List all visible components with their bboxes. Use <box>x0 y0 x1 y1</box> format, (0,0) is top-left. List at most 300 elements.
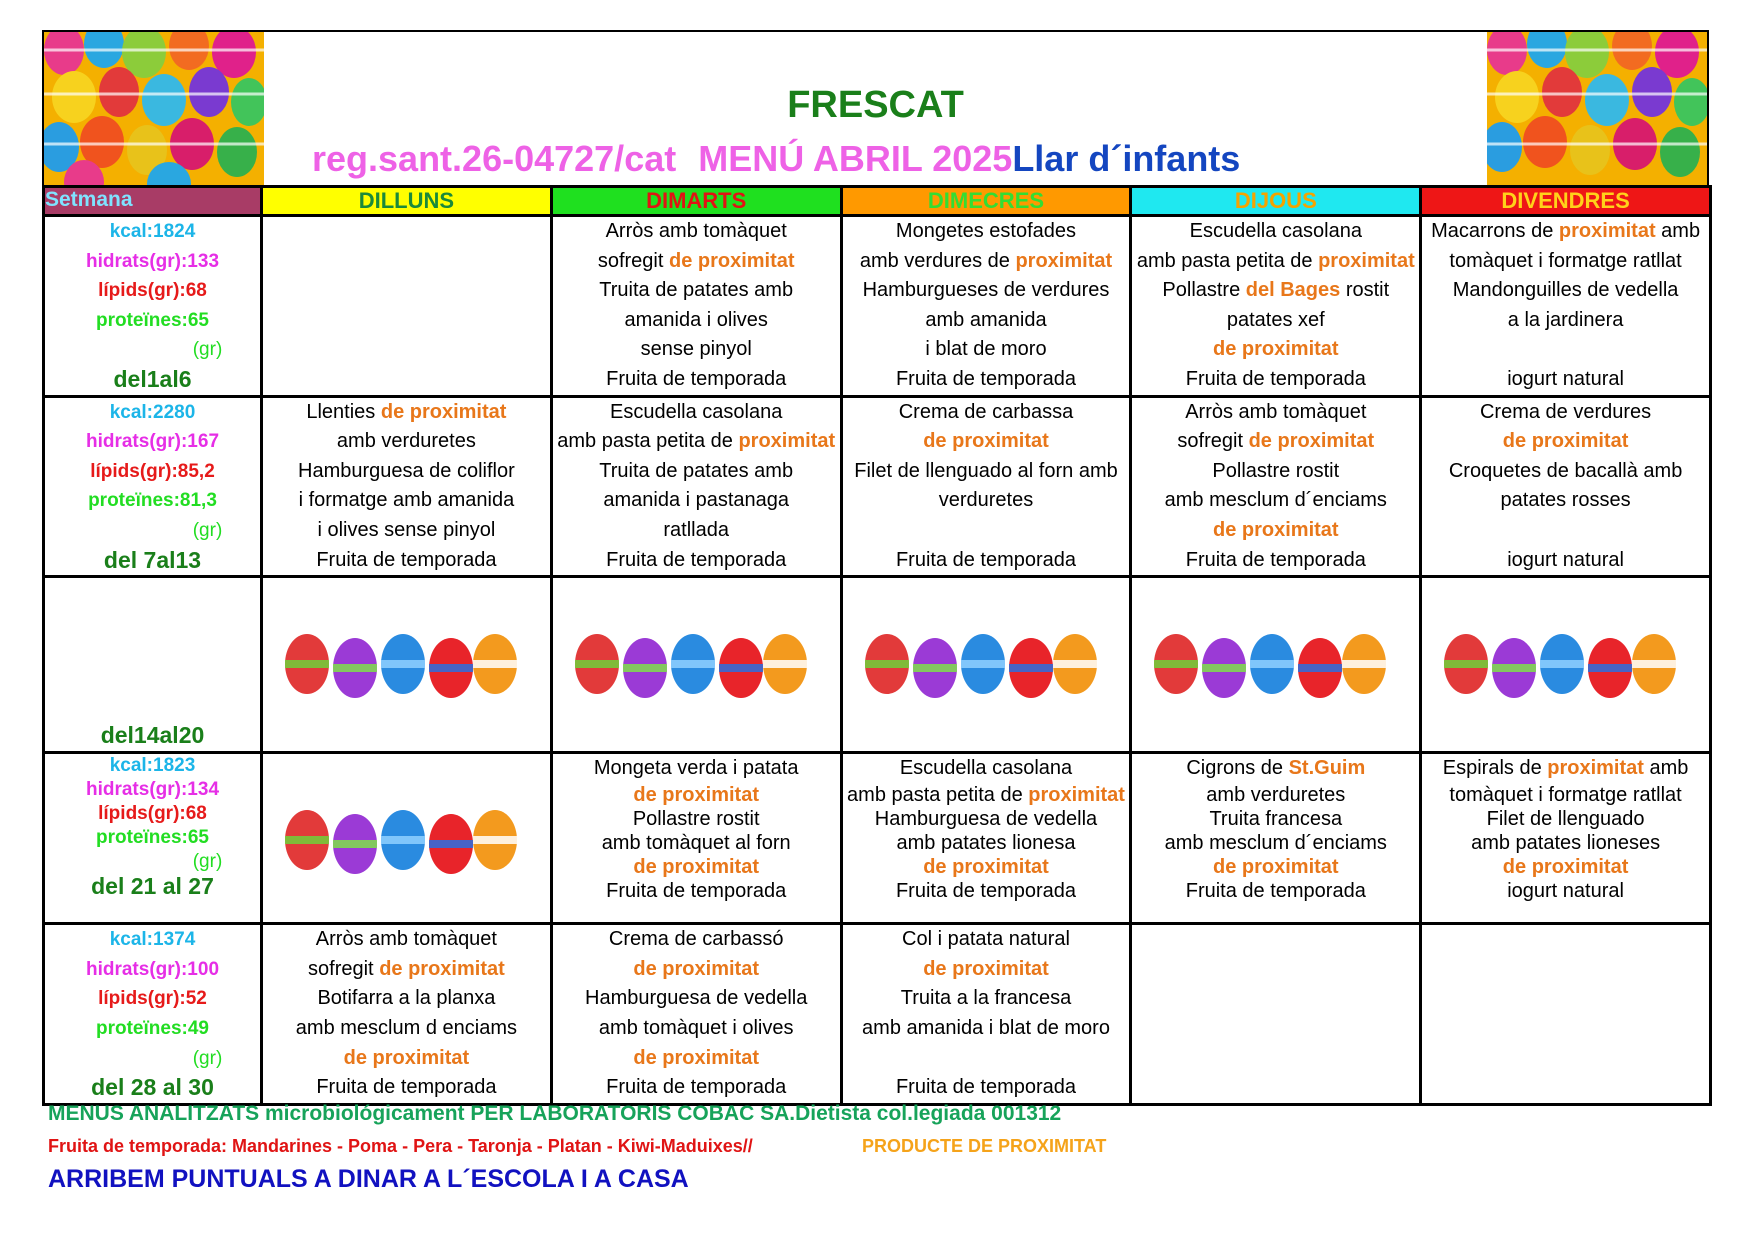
dish-text: Fruita de temporada <box>895 367 1077 390</box>
dish-text: amb tomàquet al forn <box>601 832 791 855</box>
dish-text: Hamburguesa de vedella <box>874 808 1098 831</box>
menu-line <box>1422 247 1709 277</box>
dish-text: Fruita de temporada <box>606 1076 787 1099</box>
dish-text: rostit <box>1340 279 1390 302</box>
menu-line <box>843 306 1130 336</box>
menu-line <box>843 457 1130 487</box>
menu-line <box>1422 398 1709 428</box>
menu-line <box>843 276 1130 306</box>
menu-header <box>42 30 1709 185</box>
local-product-tag: de proximitat <box>923 856 1049 879</box>
header-dilluns: DILLUNS <box>262 187 552 216</box>
header-dimarts: DIMARTS <box>551 187 841 216</box>
menu-line <box>1132 831 1419 855</box>
dish-text: Botifarra a la planxa <box>317 987 496 1010</box>
menu-line <box>553 831 840 855</box>
menu-line <box>553 306 840 336</box>
menu-line <box>553 783 840 807</box>
menu-line <box>843 807 1130 831</box>
menu-cell-dimarts <box>551 216 841 397</box>
menu-line <box>843 427 1130 457</box>
dish-text: Fruita de temporada <box>1185 367 1366 390</box>
dish-text: Hamburguesa de vedella <box>585 987 808 1010</box>
menu-line <box>263 984 550 1014</box>
menu-line <box>1132 879 1419 903</box>
dish-text: Fruita de temporada <box>316 548 497 571</box>
dish-text: amb tomàquet i olives <box>598 1016 794 1039</box>
menu-line <box>843 855 1130 879</box>
egg-stripe <box>1540 660 1584 668</box>
menu-line <box>1132 427 1419 457</box>
egg-stripe <box>865 660 909 668</box>
egg-stripe <box>763 660 807 668</box>
menu-line <box>1132 783 1419 807</box>
week-info-cell <box>44 577 262 753</box>
menu-line <box>843 516 1130 546</box>
dish-text: amb mesclum d´enciams <box>1164 832 1387 855</box>
dish-text: amb mesclum d´enciams <box>1164 489 1387 512</box>
menu-line <box>1422 276 1709 306</box>
menu-line <box>553 516 840 546</box>
local-product-tag: de proximitat <box>668 249 795 272</box>
dish-text: amb patates lionesa <box>896 832 1076 855</box>
menu-line <box>843 1014 1130 1044</box>
carbs-value: hidrats(gr):100 <box>85 958 220 980</box>
lab-analysis-note: MENUS ANALITZATS microbiológicament PER LABORATORIS COBAC SA.Dietista col.legiada 001312 <box>48 1102 1062 1125</box>
egg-stripe <box>429 664 473 672</box>
easter-eggs-decoration <box>281 630 521 702</box>
local-product-tag: proximitat <box>1028 784 1125 807</box>
egg-stripe <box>1444 660 1488 668</box>
easter-eggs-decoration <box>1150 630 1390 702</box>
dish-text: Pollastre <box>1162 279 1246 302</box>
menu-cell-dimecres <box>841 753 1131 924</box>
local-product-tag: de proximitat <box>1213 856 1339 879</box>
seasonal-fruit-note: Fruita de temporada: Mandarines - Poma - Pera - Taronja - Platan - Kiwi-Maduixes// <box>48 1136 753 1156</box>
dish-text: Hamburguesa de coliflor <box>298 459 515 482</box>
header-dimecres: DIMECRES <box>841 187 1131 216</box>
menu-line <box>843 831 1130 855</box>
menu-line <box>843 398 1130 428</box>
dish-text: Espirals de <box>1442 757 1548 780</box>
grams-unit: (gr) <box>192 339 223 361</box>
menu-line <box>553 486 840 516</box>
egg-stripe <box>671 660 715 668</box>
menu-line <box>1132 217 1419 247</box>
dish-text: sofregit <box>597 249 669 272</box>
menu-line <box>843 925 1130 955</box>
menu-line <box>1132 398 1419 428</box>
grams-unit: (gr) <box>192 519 223 541</box>
local-product-tag: de proximitat <box>633 1046 759 1069</box>
local-product-tag: de proximitat <box>633 957 759 980</box>
dish-text: Escudella casolana <box>899 757 1073 780</box>
dish-text: Fruita de temporada <box>606 880 787 903</box>
egg-stripe <box>575 660 619 668</box>
registration-number: reg.sant.26-04727/cat <box>312 138 677 179</box>
menu-line <box>1422 783 1709 807</box>
menu-line <box>553 1073 840 1103</box>
menu-line <box>263 955 550 985</box>
dish-text: Mongetes estofades <box>895 220 1077 242</box>
easter-eggs-row-icon <box>861 630 1101 702</box>
local-product-tag: del Bages <box>1245 279 1341 302</box>
menu-line <box>843 879 1130 903</box>
menu-cell-dijous <box>1131 216 1421 397</box>
menu-line <box>1422 365 1709 395</box>
egg-stripe <box>1202 664 1246 672</box>
protein-value: proteïnes:81,3 <box>88 490 217 512</box>
brand-title: FRESCAT <box>787 84 964 126</box>
egg-stripe <box>1250 660 1294 668</box>
local-product-tag: proximitat <box>1318 249 1415 272</box>
menu-cell-dijous <box>1131 753 1421 924</box>
week-info-cell <box>44 924 262 1105</box>
menu-line <box>1132 365 1419 395</box>
menu-line <box>843 217 1130 247</box>
egg-stripe <box>913 664 957 672</box>
dish-text: tomàquet i formatge ratllat <box>1449 784 1682 807</box>
dish-text: amb <box>1655 220 1701 242</box>
menu-cell-dijous <box>1131 396 1421 577</box>
dish-text: i olives sense pinyol <box>317 518 496 541</box>
dish-text: amanida i pastanaga <box>603 489 790 512</box>
menu-line <box>1132 516 1419 546</box>
easter-eggs-decoration <box>861 630 1101 702</box>
local-product-tag: de proximitat <box>923 957 1049 980</box>
dish-text: iogurt natural <box>1507 367 1624 390</box>
menu-cell-dilluns <box>262 924 552 1105</box>
menu-cell-dijous <box>1131 924 1421 1105</box>
carbs-value: hidrats(gr):133 <box>85 250 220 272</box>
menu-line <box>1422 306 1709 336</box>
local-product-tag: St.Guim <box>1288 757 1366 780</box>
easter-eggs-row-icon <box>1440 630 1680 702</box>
menu-line <box>553 855 840 879</box>
dish-text: sofregit <box>1177 430 1249 453</box>
header-setmana: Setmana <box>44 187 262 216</box>
grams-unit: (gr) <box>192 1047 223 1069</box>
egg-stripe <box>1492 664 1536 672</box>
dish-text: Fruita de temporada <box>895 880 1077 903</box>
egg-stripe <box>1298 664 1342 672</box>
menu-line <box>553 807 840 831</box>
menu-cell-dimarts <box>551 396 841 577</box>
local-product-tag: de proximitat <box>1502 856 1629 879</box>
local-product-tag: proximitat <box>1547 757 1644 780</box>
egg-stripe <box>285 660 329 668</box>
dish-text: amb verduretes <box>336 430 476 453</box>
school-type: Llar d´infants <box>1012 138 1241 179</box>
menu-line <box>263 546 550 576</box>
menu-line <box>1132 247 1419 277</box>
local-product-tag: de proximitat <box>633 784 759 807</box>
menu-line <box>1132 807 1419 831</box>
local-product-tag: de proximitat <box>380 400 507 423</box>
dish-text: Pollastre rostit <box>632 808 760 831</box>
dish-text: iogurt natural <box>1507 880 1624 903</box>
local-product-tag: de proximitat <box>923 430 1049 453</box>
menu-cell-divendres <box>1421 753 1711 924</box>
dish-text: amb pasta petita de <box>847 784 1029 807</box>
menu-line <box>1422 217 1709 247</box>
menu-line <box>553 457 840 487</box>
fat-value: lípids(gr):85,2 <box>90 460 215 482</box>
dish-text: tomàquet i formatge ratllat <box>1449 249 1682 272</box>
menu-line <box>1132 546 1419 576</box>
dish-text: amb pasta petita de <box>557 430 739 453</box>
menu-line <box>263 925 550 955</box>
dish-text: Llenties <box>306 400 381 423</box>
menu-line <box>1132 457 1419 487</box>
menu-line <box>553 398 840 428</box>
protein-value: proteïnes:65 <box>96 309 209 331</box>
menu-line <box>553 1014 840 1044</box>
dish-text: iogurt natural <box>1507 548 1624 571</box>
menu-line <box>263 1073 550 1103</box>
menu-line <box>1422 457 1709 487</box>
week-range: del1al6 <box>113 365 192 392</box>
local-product-tag: de proximitat <box>1248 430 1375 453</box>
egg-stripe <box>473 660 517 668</box>
menu-line <box>1422 546 1709 576</box>
easter-eggs-decoration <box>1440 630 1680 702</box>
menu-cell-dilluns <box>262 396 552 577</box>
menu-line <box>843 955 1130 985</box>
dish-text: Truita de patates amb <box>599 459 794 482</box>
menu-title: MENÚ ABRIL 2025 <box>698 138 1013 179</box>
fat-value: lípids(gr):68 <box>98 280 207 302</box>
menu-line <box>1422 516 1709 546</box>
dish-text: amb verduretes <box>1206 784 1346 807</box>
week-range: del 7al13 <box>103 546 202 573</box>
dish-text: Crema de carbassó <box>608 928 784 951</box>
menu-line <box>553 984 840 1014</box>
kcal-value: kcal:2280 <box>109 401 196 423</box>
menu-line <box>1132 754 1419 783</box>
menu-line <box>843 984 1130 1014</box>
dish-text: Escudella casolana <box>1189 220 1362 242</box>
easter-eggs-row-icon <box>281 806 521 878</box>
dish-text: Fruita de temporada <box>895 548 1077 571</box>
menu-line <box>1422 879 1709 903</box>
dish-text: Mandonguilles de vedella <box>1452 279 1679 302</box>
menu-cell-dimarts <box>551 924 841 1105</box>
menu-line <box>843 546 1130 576</box>
menu-line <box>1422 807 1709 831</box>
menu-line <box>843 335 1130 365</box>
dish-text: amb mesclum d enciams <box>295 1016 517 1039</box>
week-range: del 21 al 27 <box>91 873 214 900</box>
menu-line <box>263 1044 550 1074</box>
menu-line <box>263 516 550 546</box>
dish-text: Crema de verdures <box>1479 400 1652 423</box>
easter-eggs-row-icon <box>281 630 521 702</box>
egg-stripe <box>285 836 329 844</box>
egg-stripe <box>333 840 377 848</box>
dish-text: i blat de moro <box>925 338 1047 361</box>
egg-stripe <box>1053 660 1097 668</box>
easter-eggs-decoration <box>571 630 811 702</box>
dish-text: sofregit <box>308 957 380 980</box>
dish-text: Mongeta verda i patata <box>593 757 799 780</box>
dish-text: amb pasta petita de <box>1136 249 1319 272</box>
local-product-tag: de proximitat <box>1213 518 1339 541</box>
menu-line <box>1132 486 1419 516</box>
menu-line <box>843 1044 1130 1074</box>
menu-line <box>263 486 550 516</box>
dish-text: Filet de llenguado al forn amb <box>854 459 1118 482</box>
dish-text: Fruita de temporada <box>895 1076 1077 1099</box>
menu-table <box>42 185 1712 1106</box>
menu-cell-divendres <box>1421 577 1711 753</box>
local-product-tag: de proximitat <box>1502 430 1629 453</box>
week-range: del 28 al 30 <box>91 1074 214 1101</box>
menu-line <box>263 457 550 487</box>
dish-text: Truita de patates amb <box>599 279 794 302</box>
week-info-cell <box>44 753 262 924</box>
dish-text: amanida i olives <box>624 308 768 331</box>
menu-line <box>843 783 1130 807</box>
menu-line <box>263 398 550 428</box>
dish-text: i formatge amb amanida <box>298 489 515 512</box>
dish-text: Truita a la francesa <box>900 987 1072 1010</box>
menu-line <box>843 486 1130 516</box>
easter-eggs-row-icon <box>1150 630 1390 702</box>
menu-cell-dimarts <box>551 753 841 924</box>
dish-text: a la jardinera <box>1507 308 1624 331</box>
egg-stripe <box>473 836 517 844</box>
dish-text: Cigrons de <box>1186 757 1289 780</box>
menu-line <box>843 1073 1130 1103</box>
dish-text: Arròs amb tomàquet <box>315 928 497 951</box>
menu-line <box>553 217 840 247</box>
dish-text: amb verdures de <box>859 249 1016 272</box>
menu-cell-dimecres <box>841 924 1131 1105</box>
egg-stripe <box>381 836 425 844</box>
menu-line <box>553 546 840 576</box>
egg-stripe <box>961 660 1005 668</box>
dish-text: verduretes <box>938 489 1034 512</box>
kcal-value: kcal:1823 <box>109 755 196 777</box>
menu-line <box>843 754 1130 783</box>
menu-cell-dimecres <box>841 396 1131 577</box>
egg-stripe <box>719 664 763 672</box>
grams-unit: (gr) <box>192 851 223 873</box>
menu-line <box>553 247 840 277</box>
header-divendres: DIVENDRES <box>1421 187 1711 216</box>
dish-text: amb amanida i blat de moro <box>862 1016 1110 1039</box>
menu-cell-dijous <box>1131 577 1421 753</box>
dish-text: patates xef <box>1226 308 1325 331</box>
dish-text: Col i patata natural <box>902 928 1070 951</box>
dish-text: amb patates lioneses <box>1471 832 1661 855</box>
menu-line <box>1132 855 1419 879</box>
fat-value: lípids(gr):68 <box>98 803 207 825</box>
kcal-value: kcal:1824 <box>109 221 196 242</box>
week-info-cell <box>44 216 262 397</box>
punctuality-note: ARRIBEM PUNTUALS A DINAR A L´ESCOLA I A CASA <box>48 1165 689 1193</box>
egg-stripe <box>381 660 425 668</box>
carbs-value: hidrats(gr):134 <box>85 779 220 801</box>
local-product-tag: proximitat <box>1558 220 1656 242</box>
dish-text: amb <box>1643 757 1689 780</box>
local-product-tag: proximitat <box>1015 249 1113 272</box>
menu-subtitle <box>312 138 1240 180</box>
dish-text: Arròs amb tomàquet <box>1185 400 1367 423</box>
local-product-tag: de proximitat <box>343 1046 470 1069</box>
protein-value: proteïnes:65 <box>96 827 209 849</box>
fat-value: lípids(gr):52 <box>98 988 207 1010</box>
dish-text: sense pinyol <box>640 338 752 361</box>
menu-line <box>553 879 840 903</box>
dish-text: Fruita de temporada <box>1185 880 1366 903</box>
egg-stripe <box>429 840 473 848</box>
menu-line <box>1422 486 1709 516</box>
menu-line <box>263 427 550 457</box>
easter-eggs-row-icon <box>571 630 811 702</box>
menu-line <box>553 925 840 955</box>
dish-text: Fruita de temporada <box>316 1076 497 1099</box>
header-dijous: DIJOUS <box>1131 187 1421 216</box>
menu-line <box>553 955 840 985</box>
easter-eggs-decoration <box>281 806 521 878</box>
local-product-tag: proximitat <box>738 430 836 453</box>
menu-line <box>1422 855 1709 879</box>
dish-text: Filet de llenguado <box>1486 808 1645 831</box>
egg-stripe <box>1342 660 1386 668</box>
carbs-value: hidrats(gr):167 <box>85 431 220 453</box>
menu-line <box>553 754 840 783</box>
week-info-cell <box>44 396 262 577</box>
menu-line <box>843 365 1130 395</box>
dish-text: ratllada <box>663 518 729 541</box>
local-product-note: PRODUCTE DE PROXIMITAT <box>862 1136 1107 1156</box>
menu-line <box>1422 754 1709 783</box>
dish-text: Escudella casolana <box>610 400 783 423</box>
menu-line <box>263 1014 550 1044</box>
menu-cell-dilluns <box>262 577 552 753</box>
menu-line <box>553 1044 840 1074</box>
dish-text: Arròs amb tomàquet <box>605 220 787 242</box>
menu-line <box>553 276 840 306</box>
menu-line <box>1132 306 1419 336</box>
menu-line <box>1132 276 1419 306</box>
local-product-tag: de proximitat <box>1213 338 1339 361</box>
dish-text: Macarrons de <box>1431 220 1559 242</box>
menu-line <box>1422 831 1709 855</box>
menu-line <box>553 335 840 365</box>
menu-cell-dilluns <box>262 753 552 924</box>
menu-line <box>843 247 1130 277</box>
day-header-row <box>44 187 1711 216</box>
local-product-tag: de proximitat <box>379 957 505 980</box>
egg-stripe <box>1588 664 1632 672</box>
local-product-tag: de proximitat <box>633 856 759 879</box>
menu-line <box>553 365 840 395</box>
week-row <box>44 924 1711 1105</box>
menu-cell-divendres <box>1421 924 1711 1105</box>
menu-cell-dimecres <box>841 216 1131 397</box>
dish-text: Truita francesa <box>1209 808 1343 831</box>
egg-stripe <box>333 664 377 672</box>
egg-stripe <box>623 664 667 672</box>
menu-cell-dimecres <box>841 577 1131 753</box>
dish-text: amb amanida <box>925 308 1047 331</box>
dish-text: Crema de carbassa <box>898 400 1074 423</box>
dish-text: patates rosses <box>1500 489 1631 512</box>
dish-text: Croquetes de bacallà amb <box>1448 459 1683 482</box>
